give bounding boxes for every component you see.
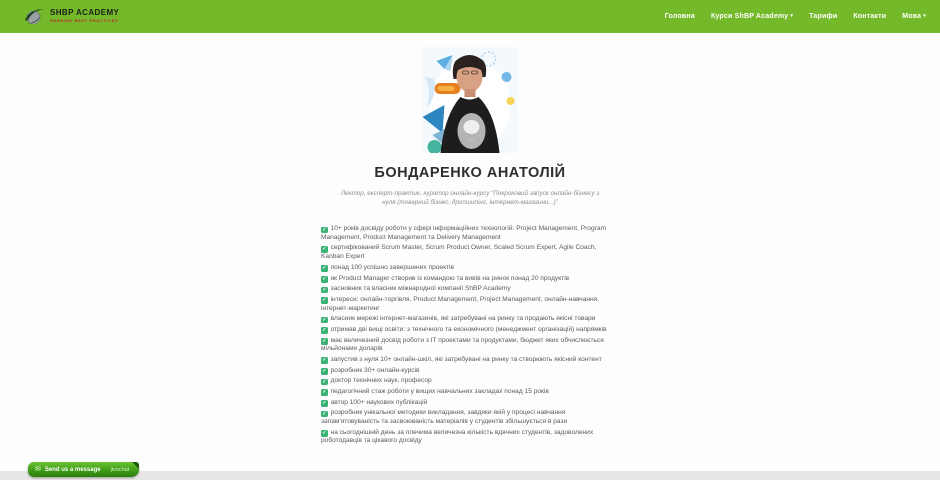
chat-message-label: Send us a message <box>44 466 101 473</box>
list-item <box>321 225 619 243</box>
achievement-text: понад 100 успішно завершених проектів <box>330 263 455 271</box>
list-item <box>321 264 619 273</box>
check-icon: ✓ <box>322 338 327 345</box>
achievement-text: автор 100+ наукових публікацій <box>330 398 428 406</box>
achievement-text: власник мережі інтернет-магазинів, які затребувані на ринку та продають якісні товари <box>330 315 596 323</box>
list-item <box>321 409 619 427</box>
check-icon: ✓ <box>322 286 327 293</box>
list-item <box>321 296 619 314</box>
list-item <box>321 315 619 324</box>
logo-tagline: SHARING BEST PRACTICES <box>50 18 119 24</box>
check-icon: ✓ <box>322 389 327 396</box>
nav-item-label: Контакти <box>853 13 887 20</box>
achievement-text: інтереси: онлайн-торгівля, Product Management, Project Management, онлайн-навчання, інтернет-маркетинг <box>321 295 600 312</box>
list-item <box>321 337 619 355</box>
check-icon: ✓ <box>322 316 327 323</box>
logo-globe-swoosh-icon <box>24 8 45 25</box>
list-item <box>321 367 619 376</box>
nav-item[interactable] <box>809 13 837 20</box>
jivochat-brand-label: jivochat <box>110 466 130 473</box>
list-item <box>321 275 619 284</box>
check-icon: ✓ <box>322 245 327 252</box>
jivochat-widget[interactable] <box>28 462 139 477</box>
check-icon: ✓ <box>322 410 327 417</box>
achievement-text: педагогічний стаж роботи у вищих навчальних закладах понад 15 років <box>330 387 549 395</box>
check-icon: ✓ <box>322 368 327 375</box>
achievement-text: на сьогоднішній день за плечима величезна кількість вдячних студентів, задоволених роботодавців та цікавого досвіду <box>321 428 594 445</box>
check-icon: ✓ <box>322 327 327 334</box>
check-icon: ✓ <box>322 430 327 437</box>
achievements-list <box>321 225 619 448</box>
achievement-text: розробник 30+ онлайн-курсів <box>330 366 420 374</box>
nav-item-label: Курси ShBP Academy <box>710 13 789 20</box>
page-bottom-strip <box>0 471 940 480</box>
achievement-text: розробник унікальної методики викладання, завдяки якій у процесі навчання запам'ятовуваність та засвоюваність матеріалів у студентів збільшується в рази <box>321 409 568 426</box>
top-navigation-bar <box>0 0 940 33</box>
check-icon: ✓ <box>322 357 327 364</box>
nav-item[interactable] <box>902 13 926 20</box>
lecturer-role-subtitle: Лектор, експерт-практик, куратор онлайн-курсу “Покроковий запуск онлайн-бізнесу з нуля (товарний бізнес, дропшипінг, інтернет-магазини...)” <box>340 190 600 207</box>
nav-item[interactable] <box>853 13 886 20</box>
nav-item[interactable] <box>711 13 793 20</box>
list-item <box>321 399 619 408</box>
logo-title: SHBP ACADEMY <box>50 8 120 18</box>
list-item <box>321 285 619 294</box>
envelope-icon: ✉ <box>35 466 41 473</box>
logo-text <box>50 9 119 23</box>
achievement-text: має величезний досвід роботи з IT проектами та продуктами, бюджет яких обчислюється мільйонами доларів <box>321 336 604 353</box>
main-nav <box>665 13 926 20</box>
chevron-down-icon: ▾ <box>790 13 794 19</box>
achievement-text: отримав дві вищі освіти: з технічного та економічного (менеджмент організацій) напрямків <box>330 325 607 333</box>
check-icon: ✓ <box>322 226 327 233</box>
nav-item-label: Головна <box>664 13 695 20</box>
achievement-text: сертифікований Scrum Master, Scrum Product Owner, Scaled Scrum Expert, Agile Coach, Kanban Expert <box>321 244 597 261</box>
list-item <box>321 326 619 335</box>
page-title: БОНДАРЕНКО АНАТОЛІЙ <box>374 165 566 181</box>
achievement-text: запустив з нуля 10+ онлайн-шкіл, які затребувані на ринку та створюють якісний контент <box>330 355 602 363</box>
achievement-text: 10+ років досвіду роботи у сфері інформаційних технологій: Project Management, Program Management, Product Management та Delivery Management <box>321 225 607 241</box>
check-icon: ✓ <box>322 400 327 407</box>
nav-item-label: Тарифи <box>809 13 838 20</box>
check-icon: ✓ <box>322 276 327 282</box>
list-item <box>321 429 619 447</box>
nav-item-label: Мова <box>902 13 922 20</box>
achievement-text: як Product Manager створив із командою та вивів на ринок понад 20 продуктів <box>330 274 570 282</box>
list-item <box>321 377 619 386</box>
check-icon: ✓ <box>322 297 327 304</box>
achievement-text: засновник та власник міжнародної компанії ShBP Academy <box>330 285 511 293</box>
shbp-academy-logo[interactable] <box>24 8 119 25</box>
chevron-down-icon: ▾ <box>923 13 926 19</box>
lecturer-photo <box>423 47 518 153</box>
list-item <box>321 356 619 365</box>
list-item <box>321 388 619 397</box>
nav-item[interactable] <box>665 13 695 20</box>
list-item <box>321 244 619 262</box>
check-icon: ✓ <box>322 265 327 272</box>
achievement-text: доктор технічних наук, професор <box>330 377 432 385</box>
check-icon: ✓ <box>322 378 327 385</box>
